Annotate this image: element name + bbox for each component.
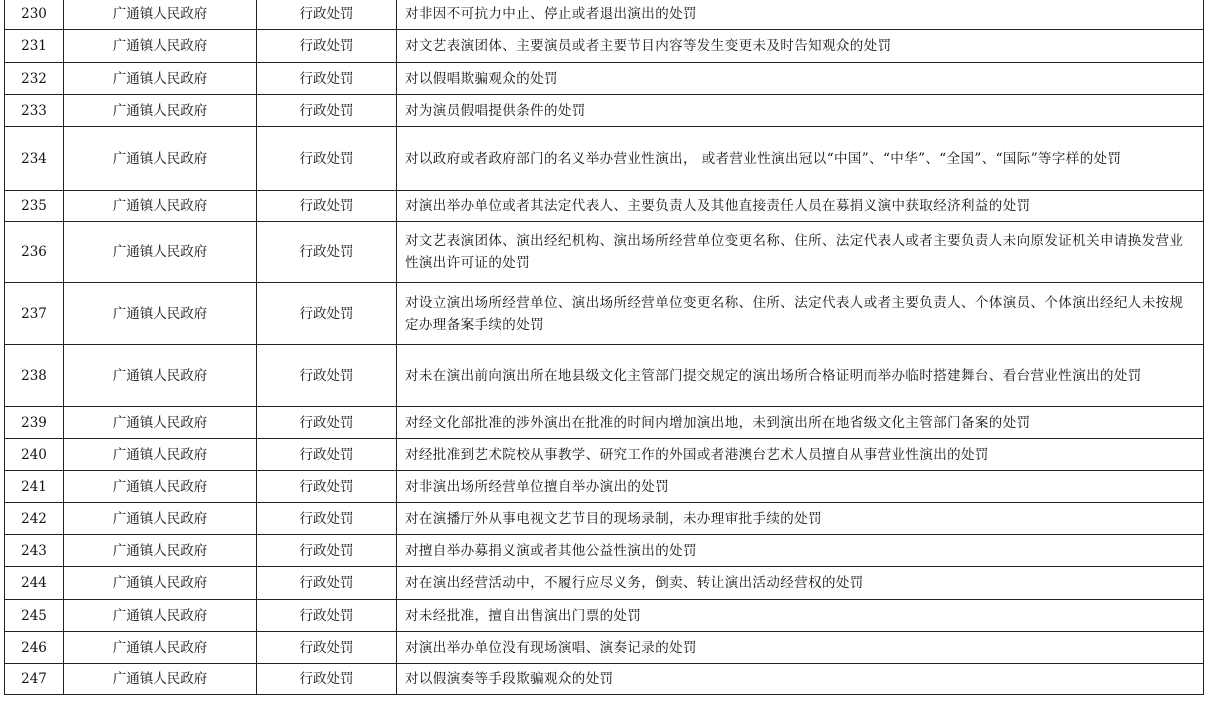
item-type: 行政处罚	[257, 30, 397, 63]
item-description: 对非因不可抗力中止、停止或者退出演出的处罚	[397, 0, 1204, 30]
item-type: 行政处罚	[257, 567, 397, 600]
item-description: 对非演出场所经营单位擅自举办演出的处罚	[397, 471, 1204, 503]
item-description: 对以假唱欺骗观众的处罚	[397, 63, 1204, 95]
implementing-organization: 广通镇人民政府	[64, 345, 257, 407]
item-description: 对设立演出场所经营单位、演出场所经营单位变更名称、住所、法定代表人或者主要负责人、个体演员、个体演出经纪人未按规定办理备案手续的处罚	[397, 283, 1204, 345]
implementing-organization: 广通镇人民政府	[64, 664, 257, 695]
table-row	[5, 30, 1204, 63]
item-type: 行政处罚	[257, 535, 397, 567]
item-description: 对未在演出前向演出所在地县级文化主管部门提交规定的演出场所合格证明而举办临时搭建舞台、看台营业性演出的处罚	[397, 345, 1204, 407]
implementing-organization: 广通镇人民政府	[64, 95, 257, 127]
implementing-organization: 广通镇人民政府	[64, 600, 257, 632]
row-number: 247	[5, 664, 64, 695]
item-description: 对为演员假唱提供条件的处罚	[397, 95, 1204, 127]
implementing-organization: 广通镇人民政府	[64, 503, 257, 535]
item-type: 行政处罚	[257, 222, 397, 283]
table-row	[5, 471, 1204, 503]
row-number: 237	[5, 283, 64, 345]
table-row	[5, 0, 1204, 30]
implementing-organization: 广通镇人民政府	[64, 222, 257, 283]
table-row	[5, 664, 1204, 695]
row-number: 246	[5, 632, 64, 664]
item-type: 行政处罚	[257, 127, 397, 191]
row-number: 244	[5, 567, 64, 600]
table-row	[5, 127, 1204, 191]
table-row	[5, 407, 1204, 439]
item-type: 行政处罚	[257, 345, 397, 407]
row-number: 238	[5, 345, 64, 407]
row-number: 234	[5, 127, 64, 191]
row-number: 245	[5, 600, 64, 632]
table-row	[5, 283, 1204, 345]
table-row	[5, 345, 1204, 407]
implementing-organization: 广通镇人民政府	[64, 471, 257, 503]
item-description: 对经批准到艺术院校从事教学、研究工作的外国或者港澳台艺术人员擅自从事营业性演出的处罚	[397, 439, 1204, 471]
table-row	[5, 535, 1204, 567]
item-type: 行政处罚	[257, 632, 397, 664]
row-number: 236	[5, 222, 64, 283]
implementing-organization: 广通镇人民政府	[64, 535, 257, 567]
row-number: 241	[5, 471, 64, 503]
item-type: 行政处罚	[257, 471, 397, 503]
item-description: 对擅自举办募捐义演或者其他公益性演出的处罚	[397, 535, 1204, 567]
row-number: 230	[5, 0, 64, 30]
implementing-organization: 广通镇人民政府	[64, 567, 257, 600]
item-description: 对经文化部批准的涉外演出在批准的时间内增加演出地，未到演出所在地省级文化主管部门备案的处罚	[397, 407, 1204, 439]
implementing-organization: 广通镇人民政府	[64, 191, 257, 222]
table-row	[5, 632, 1204, 664]
item-type: 行政处罚	[257, 0, 397, 30]
item-type: 行政处罚	[257, 503, 397, 535]
row-number: 239	[5, 407, 64, 439]
row-number: 240	[5, 439, 64, 471]
table-row	[5, 63, 1204, 95]
table-row	[5, 600, 1204, 632]
table-row	[5, 191, 1204, 222]
table-row	[5, 567, 1204, 600]
row-number: 233	[5, 95, 64, 127]
item-type: 行政处罚	[257, 191, 397, 222]
item-description: 对以假演奏等手段欺骗观众的处罚	[397, 664, 1204, 695]
row-number: 235	[5, 191, 64, 222]
implementing-organization: 广通镇人民政府	[64, 127, 257, 191]
table-row	[5, 439, 1204, 471]
item-description: 对未经批准，擅自出售演出门票的处罚	[397, 600, 1204, 632]
table-row	[5, 503, 1204, 535]
implementing-organization: 广通镇人民政府	[64, 63, 257, 95]
item-description: 对以政府或者政府部门的名义举办营业性演出， 或者营业性演出冠以“中国”、“中华”、“全国”、“国际”等字样的处罚	[397, 127, 1204, 191]
item-description: 对文艺表演团体、主要演员或者主要节目内容等发生变更未及时告知观众的处罚	[397, 30, 1204, 63]
table-row	[5, 222, 1204, 283]
penalty-items-table	[4, 0, 1204, 695]
row-number: 243	[5, 535, 64, 567]
implementing-organization: 广通镇人民政府	[64, 30, 257, 63]
item-type: 行政处罚	[257, 439, 397, 471]
implementing-organization: 广通镇人民政府	[64, 283, 257, 345]
implementing-organization: 广通镇人民政府	[64, 0, 257, 30]
item-type: 行政处罚	[257, 95, 397, 127]
table-body	[5, 0, 1204, 695]
item-description: 对演出举办单位或者其法定代表人、主要负责人及其他直接责任人员在募捐义演中获取经济利益的处罚	[397, 191, 1204, 222]
item-description: 对文艺表演团体、演出经纪机构、演出场所经营单位变更名称、住所、法定代表人或者主要负责人未向原发证机关申请换发营业性演出许可证的处罚	[397, 222, 1204, 283]
item-type: 行政处罚	[257, 664, 397, 695]
row-number: 242	[5, 503, 64, 535]
item-description: 对在演播厅外从事电视文艺节目的现场录制，未办理审批手续的处罚	[397, 503, 1204, 535]
item-description: 对在演出经营活动中，不履行应尽义务，倒卖、转让演出活动经营权的处罚	[397, 567, 1204, 600]
table-row	[5, 95, 1204, 127]
implementing-organization: 广通镇人民政府	[64, 632, 257, 664]
item-type: 行政处罚	[257, 283, 397, 345]
item-type: 行政处罚	[257, 63, 397, 95]
row-number: 231	[5, 30, 64, 63]
row-number: 232	[5, 63, 64, 95]
item-type: 行政处罚	[257, 600, 397, 632]
implementing-organization: 广通镇人民政府	[64, 439, 257, 471]
item-type: 行政处罚	[257, 407, 397, 439]
item-description: 对演出举办单位没有现场演唱、演奏记录的处罚	[397, 632, 1204, 664]
implementing-organization: 广通镇人民政府	[64, 407, 257, 439]
